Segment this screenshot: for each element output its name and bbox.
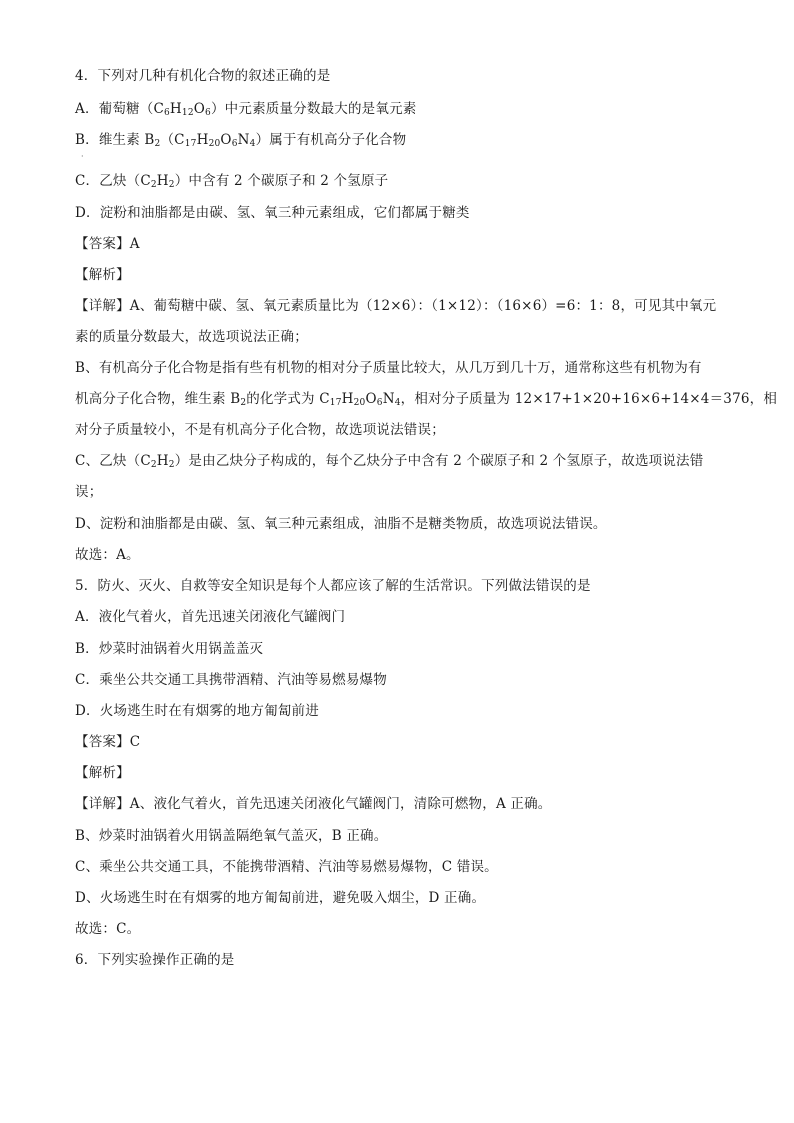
q5-detail-line-1: 【详解】A、液化气着火，首先迅速关闭液化气罐阀门，清除可燃物，A 正确。 bbox=[75, 796, 552, 812]
q5-option-a: A．液化气着火，首先迅速关闭液化气罐阀门 bbox=[75, 609, 346, 625]
q5-option-b: B．炒菜时油锅着火用锅盖盖灭 bbox=[75, 641, 264, 657]
q4-choice: 故选：A。 bbox=[75, 547, 140, 563]
q5-detail-line-4: D、火场逃生时在有烟雾的地方匍匐前进，避免吸入烟尘，D 正确。 bbox=[75, 890, 486, 906]
q4-detail-line-2: 素的质量分数最大，故选项说法正确； bbox=[75, 329, 308, 345]
q4-detail-line-8: D、淀粉和油脂都是由碳、氢、氧三种元素组成，油脂不是糖类物质，故选项说法错误。 bbox=[75, 516, 607, 532]
q6-stem: 6．下列实验操作正确的是 bbox=[75, 952, 235, 968]
q5-analysis-heading: 【解析】 bbox=[75, 765, 130, 781]
q5-option-c: C．乘坐公共交通工具携带酒精、汽油等易燃易爆物 bbox=[75, 672, 387, 688]
q4-detail-line-4: 机高分子化合物，维生素 $B_2$的化学式为 $C_{17}H_{20}O_6N_4$，相对分子质量为 12×17+1×20+16×6+14×4＝376，相 bbox=[75, 391, 778, 408]
q4-option-c: C．乙炔$(C_2H_2)$中含有 2 个碳原子和 2 个氢原子 bbox=[75, 173, 389, 190]
q4-detail-line-3: B、有机高分子化合物是指有些有机物的相对分子质量比较大，从几万到几十万，通常称这些有机物为有 bbox=[75, 360, 702, 376]
q4-option-a: A．葡萄糖$(C_6H_{12}O_6)$中元素质量分数最大的是氧元素 bbox=[75, 101, 417, 118]
q5-choice: 故选：C。 bbox=[75, 921, 141, 937]
q5-detail-line-3: C、乘坐公共交通工具，不能携带酒精、汽油等易燃易爆物，C 错误。 bbox=[75, 859, 498, 875]
q4-stem: 4．下列对几种有机化合物的叙述正确的是 bbox=[75, 68, 331, 84]
q4-analysis-heading: 【解析】 bbox=[75, 267, 130, 283]
q5-answer: 【答案】C bbox=[75, 734, 141, 750]
q4-detail-line-7: 误； bbox=[75, 484, 103, 500]
stray-mark: · bbox=[81, 152, 84, 161]
q4-option-b: B．维生素 $B_2(C_{17}H_{20}O_6N_4)$属于有机高分子化合物 bbox=[75, 132, 407, 149]
q5-stem: 5．防火、灭火、自救等安全知识是每个人都应该了解的生活常识。下列做法错误的是 bbox=[75, 578, 591, 594]
q5-option-d: D．火场逃生时在有烟雾的地方匍匐前进 bbox=[75, 703, 319, 719]
q4-answer: 【答案】A bbox=[75, 236, 140, 252]
q4-detail-line-1: 【详解】A、葡萄糖中碳、氢、氧元素质量比为（12×6）：（1×12）：（16×6）=6：1：8，可见其中氧元 bbox=[75, 298, 717, 314]
q4-option-d: D．淀粉和油脂都是由碳、氢、氧三种元素组成，它们都属于糖类 bbox=[75, 205, 470, 221]
q4-detail-line-5: 对分子质量较小，不是有机高分子化合物，故选项说法错误； bbox=[75, 422, 445, 438]
q4-detail-line-6: C、乙炔$(C_2H_2)$是由乙炔分子构成的，每个乙炔分子中含有 2 个碳原子和 2 个氢原子，故选项说法错 bbox=[75, 453, 704, 470]
q5-detail-line-2: B、炒菜时油锅着火用锅盖隔绝氧气盖灭，B 正确。 bbox=[75, 828, 388, 844]
